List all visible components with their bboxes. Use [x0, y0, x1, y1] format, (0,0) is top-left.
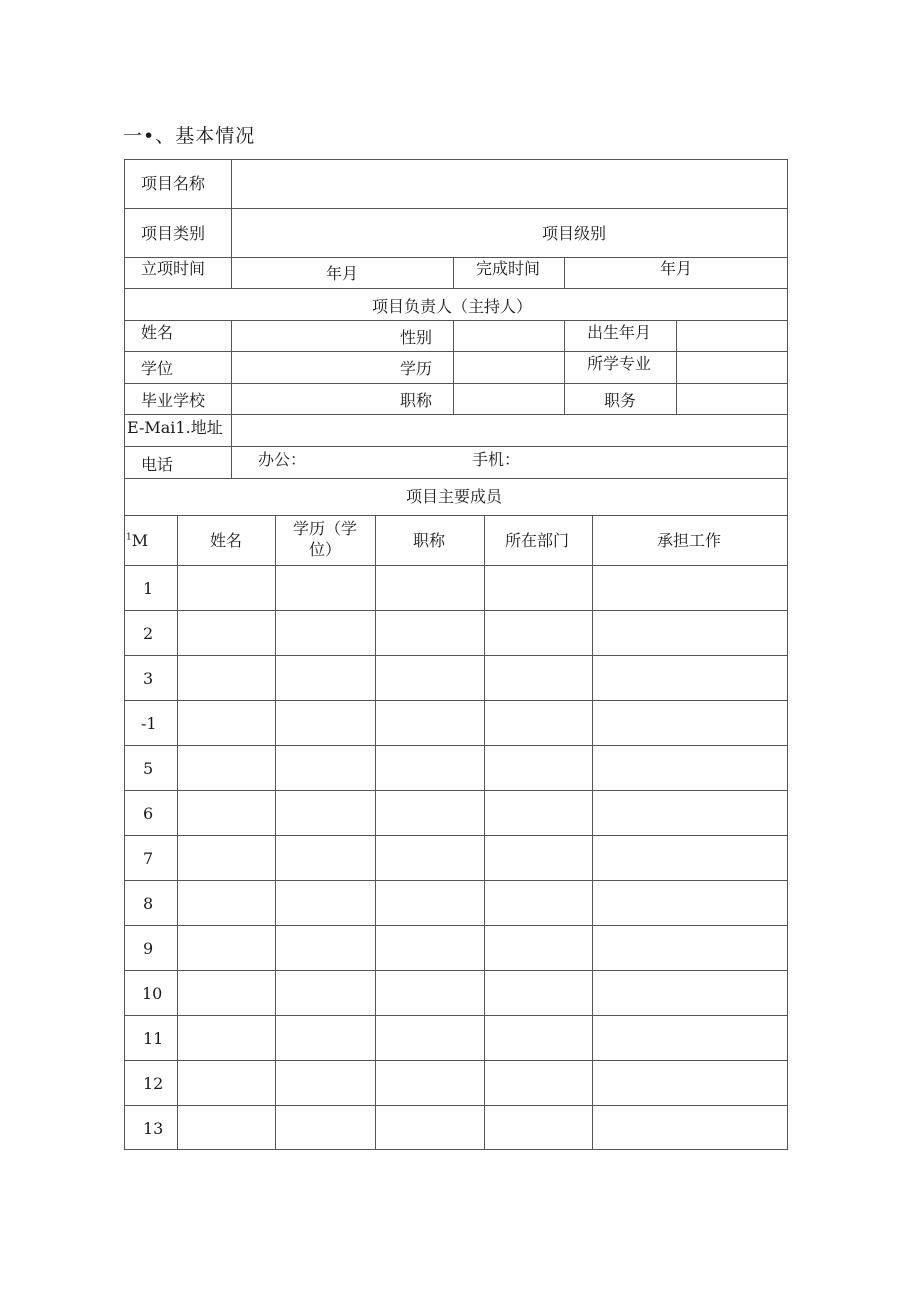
member-row-no: 1: [143, 579, 154, 598]
member-row-no: 3: [143, 669, 154, 688]
leader-degree-label: 学位: [141, 359, 174, 378]
header-education: [276, 519, 374, 561]
leader-name-label: 姓名: [141, 323, 174, 342]
header-no: [126, 533, 148, 549]
member-row-no: 11: [143, 1029, 164, 1048]
col-divider: [177, 515, 178, 1150]
leader-title-label: 职称: [400, 391, 433, 410]
header-education-line1: 学历（学: [292, 519, 357, 538]
leader-education-label: 学历: [400, 359, 433, 378]
finish-time-label: 完成时间: [476, 259, 541, 278]
project-type-label: 项目类别: [141, 224, 206, 243]
row-divider: [124, 414, 788, 415]
header-name: 姓名: [210, 531, 243, 550]
row-divider: [124, 925, 788, 926]
project-name-label: 项目名称: [141, 174, 206, 193]
col-divider: [592, 515, 593, 1150]
leader-birth-label: 出生年月: [587, 323, 652, 342]
col-divider: [453, 320, 454, 415]
row-divider: [124, 257, 788, 258]
col-divider: [484, 515, 485, 1150]
col-divider: [676, 320, 677, 415]
header-education-line2: 位）: [308, 539, 341, 559]
member-row-no: 12: [143, 1074, 164, 1093]
row-divider: [124, 655, 788, 656]
start-time-label: 立项时间: [141, 259, 206, 278]
row-divider: [124, 351, 788, 352]
row-divider: [124, 1015, 788, 1016]
col-divider: [231, 159, 232, 289]
row-divider: [124, 790, 788, 791]
row-divider: [124, 835, 788, 836]
member-row-no: 7: [143, 849, 154, 868]
row-divider: [124, 1060, 788, 1061]
row-divider: [124, 383, 788, 384]
leader-email-label: E-Mai1.地址: [127, 418, 223, 437]
header-no-sup: 1: [126, 532, 132, 543]
leader-post-label: 职务: [604, 391, 637, 410]
member-row-no: 10: [142, 984, 163, 1003]
row-divider: [124, 565, 788, 566]
start-time-value: 年月: [326, 264, 359, 283]
section-heading: 一•、基本情况: [123, 125, 256, 147]
row-divider: [124, 880, 788, 881]
leader-mobile-label: 手机：: [472, 450, 521, 469]
member-row-no: 8: [143, 894, 154, 913]
leader-school-label: 毕业学校: [141, 391, 206, 410]
project-level-label: 项目级别: [542, 224, 607, 243]
header-duty: 承担工作: [657, 531, 722, 550]
leader-gender-label: 性别: [400, 328, 433, 347]
member-row-no: 5: [143, 759, 154, 778]
members-section-title: 项目主要成员: [406, 487, 503, 506]
row-divider: [124, 478, 788, 479]
leader-office-label: 办公：: [258, 450, 307, 469]
header-no-text: M: [131, 531, 149, 550]
row-divider: [124, 700, 788, 701]
col-divider: [453, 257, 454, 289]
row-divider: [124, 745, 788, 746]
leader-major-label: 所学专业: [587, 354, 652, 373]
row-divider: [124, 320, 788, 321]
row-divider: [124, 1105, 788, 1106]
leader-phone-label: 电话: [141, 455, 174, 474]
leader-section-title: 项目负责人（主持人）: [372, 297, 533, 316]
col-divider: [375, 515, 376, 1150]
row-divider: [124, 288, 788, 289]
col-divider: [564, 257, 565, 289]
row-divider: [124, 515, 788, 516]
member-row-no: 6: [143, 804, 154, 823]
member-row-no: 2: [143, 624, 154, 643]
member-row-no: -1: [141, 714, 157, 733]
row-divider: [124, 970, 788, 971]
row-divider: [124, 446, 788, 447]
header-title: 职称: [413, 531, 446, 550]
header-department: 所在部门: [505, 531, 570, 550]
col-divider: [275, 515, 276, 1150]
row-divider: [124, 610, 788, 611]
col-divider: [564, 320, 565, 415]
finish-time-value: 年月: [660, 259, 693, 278]
col-divider: [231, 320, 232, 478]
member-row-no: 13: [143, 1119, 164, 1138]
row-divider: [124, 208, 788, 209]
member-row-no: 9: [143, 939, 154, 958]
